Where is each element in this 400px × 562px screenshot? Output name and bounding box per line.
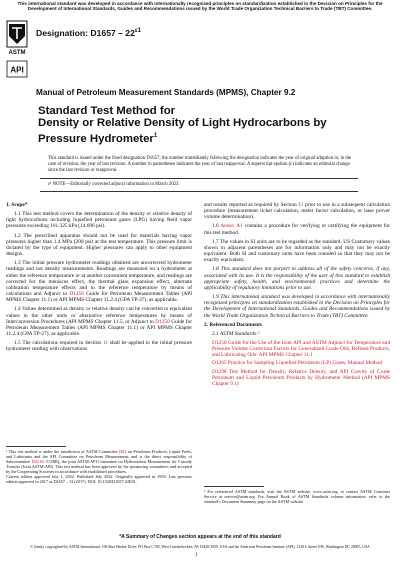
paragraph-1-7: 1.7 The values in SI units are to be regarded as the standard. US Customary values shown in adjacent parentheses are for information only and may not be exactly equivalent. Both SI and customary units have been rounded so that they may not be exactly equivalent. xyxy=(204,238,390,264)
editorial-note: ε¹ NOTE—Editorially corrected adjunct information in March 2023. xyxy=(48,182,180,187)
copyright-line: © Jointly copyrighted by ASTM International, 100 Barr Harbor Drive, PO Box C700, West Conshohocken, PA 19428-2959, USA and the American Petroleum Institute (API), 1220 L Street NW, Washington DC 20005, USA xyxy=(30,545,370,549)
astm-logo xyxy=(6,20,28,58)
scope-heading: 1. Scope* xyxy=(6,202,28,208)
left-column xyxy=(6,202,192,355)
paragraph-1-3: 1.3 The initial pressure hydrometer readings obtained are uncorrected hydrometer readings and not density measurements. Readings are measured on a hydrometer at either the reference temperature or at another convenient temperature, and readings are corrected for the meniscus effect, the thermal glass expansion effect, alternate calibration temperature effects and to the reference temperature by means of calculations and Adjunct to D1250 Guide for Petroleum Measurement Tables (API MPMS Chapter 11.1) or API MPMS Chapter 11.2.4 (GPA TP-27), as applicable. xyxy=(6,260,192,304)
api-logo-text: API xyxy=(10,65,24,75)
designation-text: Designation: D1657 – 22 xyxy=(36,28,135,38)
title-line-2: Density or Relative Density of Light Hydrocarbons by xyxy=(38,117,327,130)
designation-epsilon: ε1 xyxy=(134,28,142,35)
reference-item[interactable]: D1298 Test Method for Density, Relative Density, and API Gravity of Crude Petroleum and Liquid Petroleum Products by Hydrometer Method (API MPMS Chapter 9.1) xyxy=(212,368,390,387)
ref-link-section-11[interactable]: 11 xyxy=(102,340,108,347)
footnote-separator xyxy=(204,486,264,487)
footnote-1: ¹ This test method is under the jurisdiction of ASTM Committee D02 on Petroleum Products, Liquid Fuels, and Lubricants and the API Committee on Petroleum Measurement, and is the direct responsibility of Subcommittee D02.02 /COMQ, the joint ASTM-API Committee on Hydrocarbon Measurement for Custody Transfer (Joint ASTM-API). This test method has been approved by the sponsoring committees and accepted by the Cooperating Societies in accordance with established procedures. xyxy=(6,449,192,474)
document-title xyxy=(38,105,378,145)
footnote-edition: Current edition approved July 1, 2022. Published July 2022. Originally approved in 1959. Last previous edition approved in 2017 as D1657 – 12 (2017). DOI: 10.1520/D1657-22E01. xyxy=(6,474,192,484)
title-line-3: Pressure Hydrometer$^1$ xyxy=(38,132,158,145)
summary-of-changes-note: *A Summary of Changes section appears at the end of this standard xyxy=(119,534,281,540)
right-footnote: ² For referenced ASTM standards, visit the ASTM website, www.astm.org, or contact ASTM Customer Service at service@astm.org. For Annual Book of ASTM Standards volume information, refer to the standard's Document Summary page on the ASTM website. xyxy=(204,489,390,504)
ref-link-d02[interactable]: D02 xyxy=(119,449,127,454)
divider xyxy=(40,178,358,179)
right-column xyxy=(204,202,390,389)
page-number: 1 xyxy=(195,553,198,558)
paragraph-1-5: 1.5 The calculations required in Section 11 shall be applied to the initial pressure hydrometer reading with observations xyxy=(6,340,192,353)
astm-logo-text: ASTM xyxy=(8,50,26,56)
reference-item[interactable]: D1250 Guide for the Use of the Joint API and ASTM Adjunct for Temperature and Pressure Volume Correction Factors for Generalized Crude Oils, Refined Products, and Lubricating Oils: API MPMS Chapter 11.1 xyxy=(212,339,390,359)
title-line-1: Standard Test Method for xyxy=(38,105,176,117)
left-footnotes xyxy=(6,449,192,484)
paragraph-1-9: 1.9 This international standard was developed in accordance with internationally recognized principles on standardization established in the Decision on Principles for the Development of International Standards, Guides and Recommendations issued by the World Trade Organization Technical Barriers to Trade (TBT) Committee. xyxy=(204,294,390,319)
title-footnote-mark: 1 xyxy=(153,132,158,139)
paragraph-1-6: 1.6 Annex A1 contains a procedure for verifying or certifying the equipment for this test method. xyxy=(204,223,390,236)
ref-link-section-11[interactable]: 11 xyxy=(298,202,304,208)
paragraph-1-4: 1.4 Values determined as density or relative density can be converted to equivalent values in the other units or alternative reference temperatures by means of Interconversion Procedures (API MPMS Chapter 11.5, or Adjunct to D1250 Guide for Petroleum Measurement Tables (API MPMS Chapter 11.1) or API MPMS Chapter 11.2.4 (GPA TP-27), as applicable. xyxy=(6,306,192,337)
reference-item[interactable]: D1265 Practice for Sampling Liquefied Petroleum (LP) Gases, Manual Method xyxy=(212,360,383,367)
manual-chapter: Manual of Petroleum Measurement Standards (MPMS), Chapter 9.2 xyxy=(36,88,296,97)
ref-link-annex-a1[interactable]: Annex A1 xyxy=(220,223,243,230)
paragraph-1-5-continued: and results reported as required by Section 11 prior to use in a subsequent calculation procedure (measurement ticket calculation, meter factor calculation, or base prover volume determination). xyxy=(204,202,390,221)
footnote-separator xyxy=(6,446,66,447)
standard-issue-note: This standard is issued under the fixed designation D1657; the number immediately following the designation indicates the year of original adoption or, in the case of revision, the year of last revision. A number in parentheses indicates the year of last reapproval. A superscript epsilon (ε) indicates an editorial change since the last revision or reapproval. xyxy=(48,156,352,173)
designation xyxy=(36,28,141,38)
paragraph-1-1: 1.1 This test method covers the determination of the density or relative density of light hydrocarbons including liquefied petroleum gases (LPG) having Reid vapor pressures exceeding 101.325 kPa (14.696 psi). xyxy=(6,211,192,230)
divider xyxy=(40,191,358,192)
api-logo xyxy=(6,60,28,78)
ref-link-d02-02[interactable]: D02.02 xyxy=(31,459,45,464)
ref-link-d1250[interactable]: D1250 xyxy=(155,318,170,325)
paragraph-1-2: 1.2 The prescribed apparatus should not be used for materials having vapor pressures higher than 1.4 MPa (200 psi) at the test temperature. This pressure limit is dictated by the type of equipment. Higher pressures can apply to other equipment designs. xyxy=(6,232,192,258)
wto-notice: This international standard was developed in accordance with internationally recognized principles on standardization established in the Decision on Principles for the Development of International Standards, Guides and Recommendations issued by the World Trade Organization Technical Barriers to Trade (TBT) Committee. xyxy=(17,1,383,12)
ref-link-d1250[interactable]: D1250 xyxy=(69,291,84,298)
referenced-documents-heading: 2. Referenced Documents xyxy=(204,321,262,328)
astm-standards-heading: 2.1 ASTM Standards:² xyxy=(212,330,260,337)
paragraph-1-8: 1.8 This standard does not purport to address all of the safety concerns, if any, associated with its use. It is the responsibility of the user of this standard to establish appropriate safety, health, and environmental practices and determine the applicability of regulatory limitations prior to use. xyxy=(204,266,390,291)
